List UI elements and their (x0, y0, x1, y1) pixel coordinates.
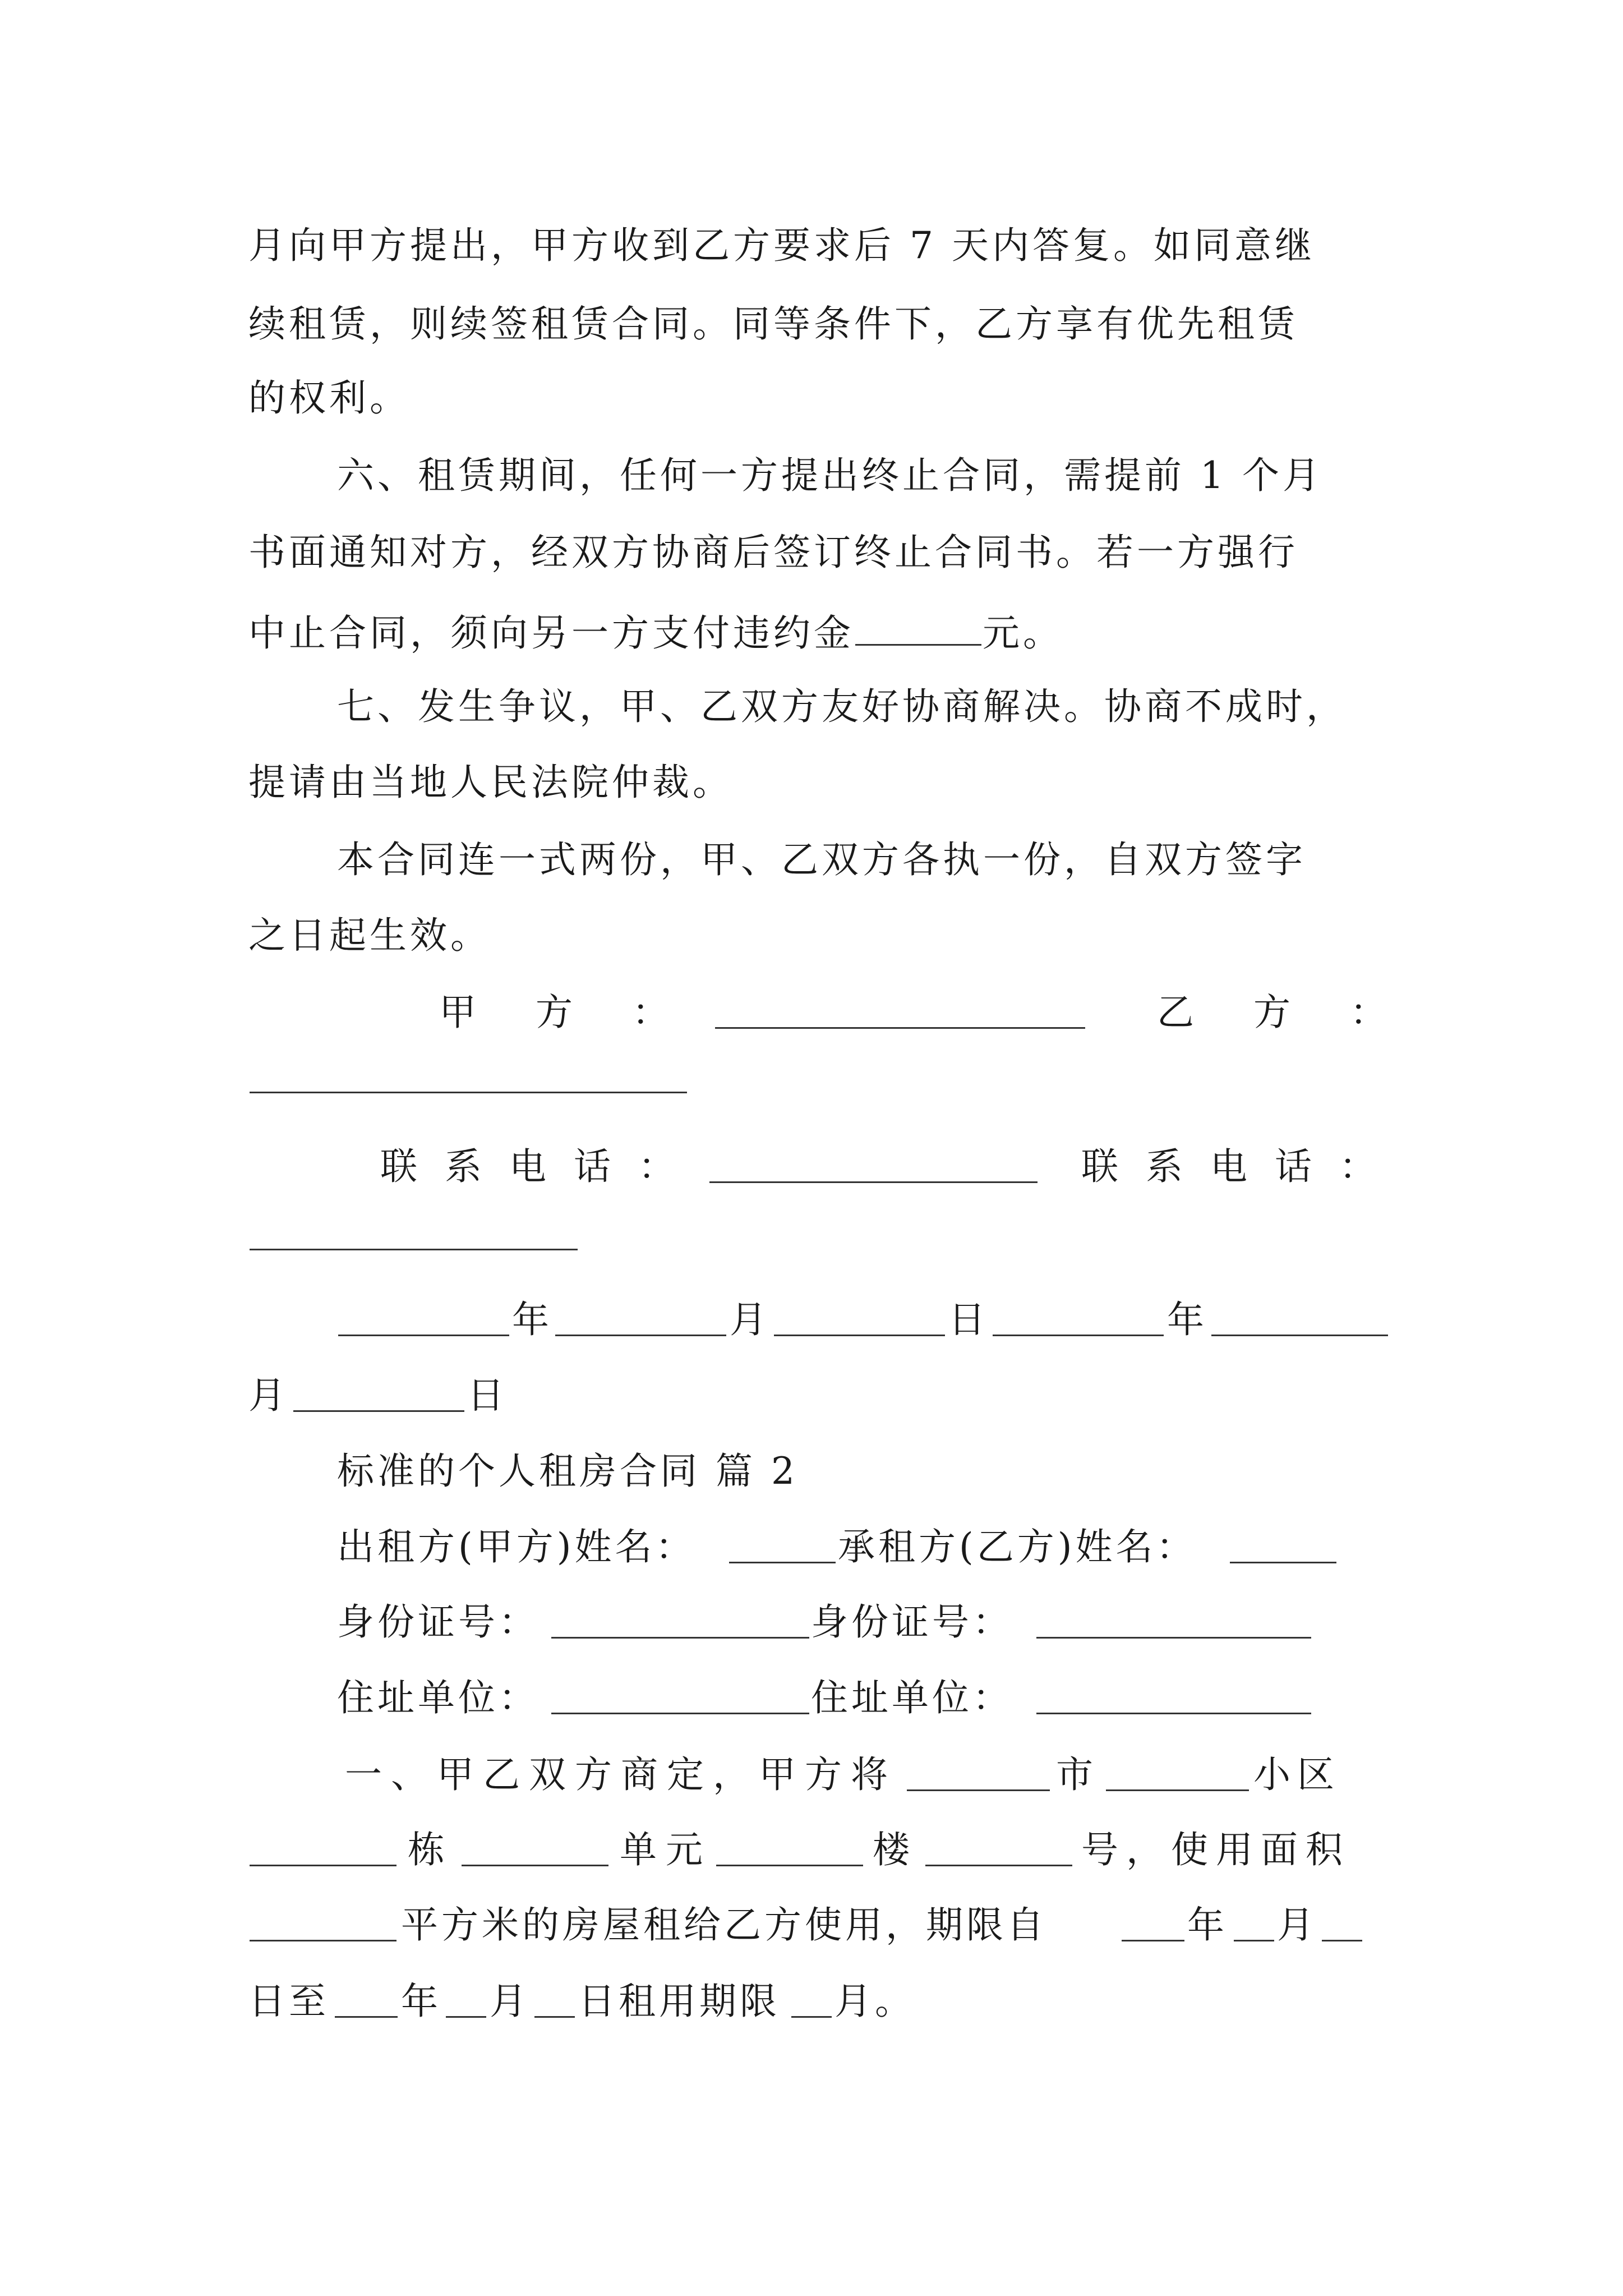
end-month-blank[interactable] (446, 1979, 486, 2018)
month-label: 月 (490, 1980, 530, 2023)
day-label: 日 (948, 1298, 989, 1341)
start-month-blank[interactable] (1234, 1903, 1274, 1941)
text-line (337, 453, 1387, 498)
date-row (248, 1297, 1387, 1342)
lessor-address-field[interactable] (551, 1676, 809, 1714)
line-text: 之日起生效。 (248, 914, 491, 957)
form-row (337, 1525, 1387, 1570)
clause-line (248, 1828, 1387, 1872)
date-blank[interactable] (555, 1297, 726, 1336)
phone-b-label: 联 系 电 话 ： (1081, 1145, 1384, 1188)
date-blank[interactable] (993, 1297, 1164, 1336)
text-line (248, 530, 1387, 575)
date-blank[interactable] (1211, 1297, 1388, 1336)
signature-row (248, 1055, 1387, 1099)
party-a-label: 甲 方 ： (439, 991, 680, 1034)
floor-blank[interactable] (716, 1828, 863, 1866)
text-line (337, 838, 1387, 882)
term-months-blank[interactable] (791, 1979, 832, 2018)
end-year-blank[interactable] (335, 1979, 398, 2018)
line-text: 六、租赁期间，任何一方提出终止合同，需提前 1 个月 (337, 454, 1323, 497)
text-line (248, 760, 1387, 805)
party-a-signature[interactable] (715, 990, 1085, 1029)
phone-a-label: 联 系 电 话 ： (380, 1145, 683, 1188)
number-blank[interactable] (925, 1828, 1072, 1866)
lessee-name-label: 承租方(乙方)姓名： (838, 1525, 1197, 1568)
penalty-blank[interactable] (855, 607, 981, 646)
heading-text: 标准的个人租房合同 篇 2 (337, 1450, 798, 1493)
year-label: 年 (401, 1980, 441, 2023)
number-label: 号，使用面积 (1081, 1828, 1350, 1871)
phone-row (248, 1212, 1387, 1257)
lessee-name-field[interactable] (1230, 1525, 1336, 1563)
signature-row (248, 990, 1398, 1035)
text-line (248, 607, 1387, 655)
line-text: 书面通知对方，经双方协商后签订终止合同书。若一方强行 (248, 531, 1298, 574)
line-text: 月向甲方提出，甲方收到乙方要求后 7 天内答复。如同意继 (248, 224, 1315, 267)
community-label: 小区 (1253, 1753, 1341, 1796)
city-label: 市 (1056, 1753, 1096, 1796)
year-label: 年 (1187, 1903, 1228, 1947)
year-label: 年 (512, 1298, 552, 1341)
line-text: 中止合同，须向另一方支付违约金 (248, 611, 854, 655)
area-blank[interactable] (250, 1903, 396, 1941)
year-label: 年 (1167, 1298, 1207, 1341)
form-row (337, 1600, 1387, 1645)
party-b-signature[interactable] (250, 1055, 687, 1093)
building-blank[interactable] (250, 1828, 396, 1866)
unit-blank[interactable] (462, 1828, 608, 1866)
line-text: 七、发生争议，甲、乙双方友好协商解决。协商不成时， (337, 685, 1347, 728)
start-day-blank[interactable] (1322, 1903, 1362, 1941)
lessor-name-label: 出租方(甲方)姓名： (337, 1525, 696, 1568)
month-end-label: 月。 (834, 1980, 915, 2023)
text-line (337, 684, 1387, 729)
section-heading (337, 1449, 1387, 1494)
day-to-label: 日至 (248, 1980, 329, 2023)
date-blank[interactable] (774, 1297, 945, 1336)
lessee-id-field[interactable] (1036, 1600, 1311, 1639)
text-line (248, 302, 1387, 347)
month-label: 月 (248, 1374, 289, 1417)
address-label: 住址单位： (811, 1676, 1013, 1719)
clause-line (248, 1903, 1387, 1948)
id-label: 身份证号： (337, 1600, 539, 1644)
line-text: 本合同连一式两份，甲、乙双方各执一份，自双方签字 (337, 838, 1306, 881)
building-label: 栋 (408, 1828, 448, 1871)
address-label: 住址单位： (337, 1676, 539, 1719)
text-line (248, 913, 1387, 958)
area-text: 平方米的房屋租给乙方使用，期限自 (401, 1903, 1047, 1947)
id-label: 身份证号： (811, 1600, 1013, 1644)
clause-line (345, 1752, 1387, 1797)
date-blank[interactable] (338, 1297, 509, 1336)
text-line (248, 223, 1387, 268)
text-line (248, 376, 1387, 421)
party-b-label: 乙 方 ： (1157, 991, 1398, 1034)
phone-row (248, 1144, 1387, 1189)
line-text: 提请由当地人民法院仲裁。 (248, 761, 733, 804)
unit-label: 单元 (620, 1828, 712, 1871)
community-blank[interactable] (1106, 1752, 1249, 1791)
lessor-id-field[interactable] (551, 1600, 809, 1639)
phone-b-field[interactable] (250, 1212, 578, 1250)
month-label: 月 (1277, 1903, 1317, 1947)
clause-text: 一、甲乙双方商定，甲方将 (345, 1753, 897, 1796)
line-text: 的权利。 (248, 376, 410, 420)
phone-a-field[interactable] (709, 1144, 1038, 1183)
form-row (337, 1676, 1387, 1720)
floor-label: 楼 (873, 1828, 913, 1871)
line-text: 续租赁，则续签租赁合同。同等条件下，乙方享有优先租赁 (248, 302, 1298, 346)
date-blank[interactable] (293, 1373, 464, 1412)
lessor-name-field[interactable] (729, 1525, 836, 1563)
lessee-address-field[interactable] (1036, 1676, 1311, 1714)
rent-term-label: 日租用期限 (578, 1980, 780, 2023)
end-day-blank[interactable] (534, 1979, 575, 2018)
date-row (248, 1373, 1387, 1418)
clause-line (248, 1979, 1387, 2024)
month-label: 月 (730, 1298, 770, 1341)
city-blank[interactable] (907, 1752, 1050, 1791)
start-year-blank[interactable] (1122, 1903, 1184, 1941)
day-label: 日 (467, 1374, 508, 1417)
line-text: 元。 (983, 611, 1063, 655)
